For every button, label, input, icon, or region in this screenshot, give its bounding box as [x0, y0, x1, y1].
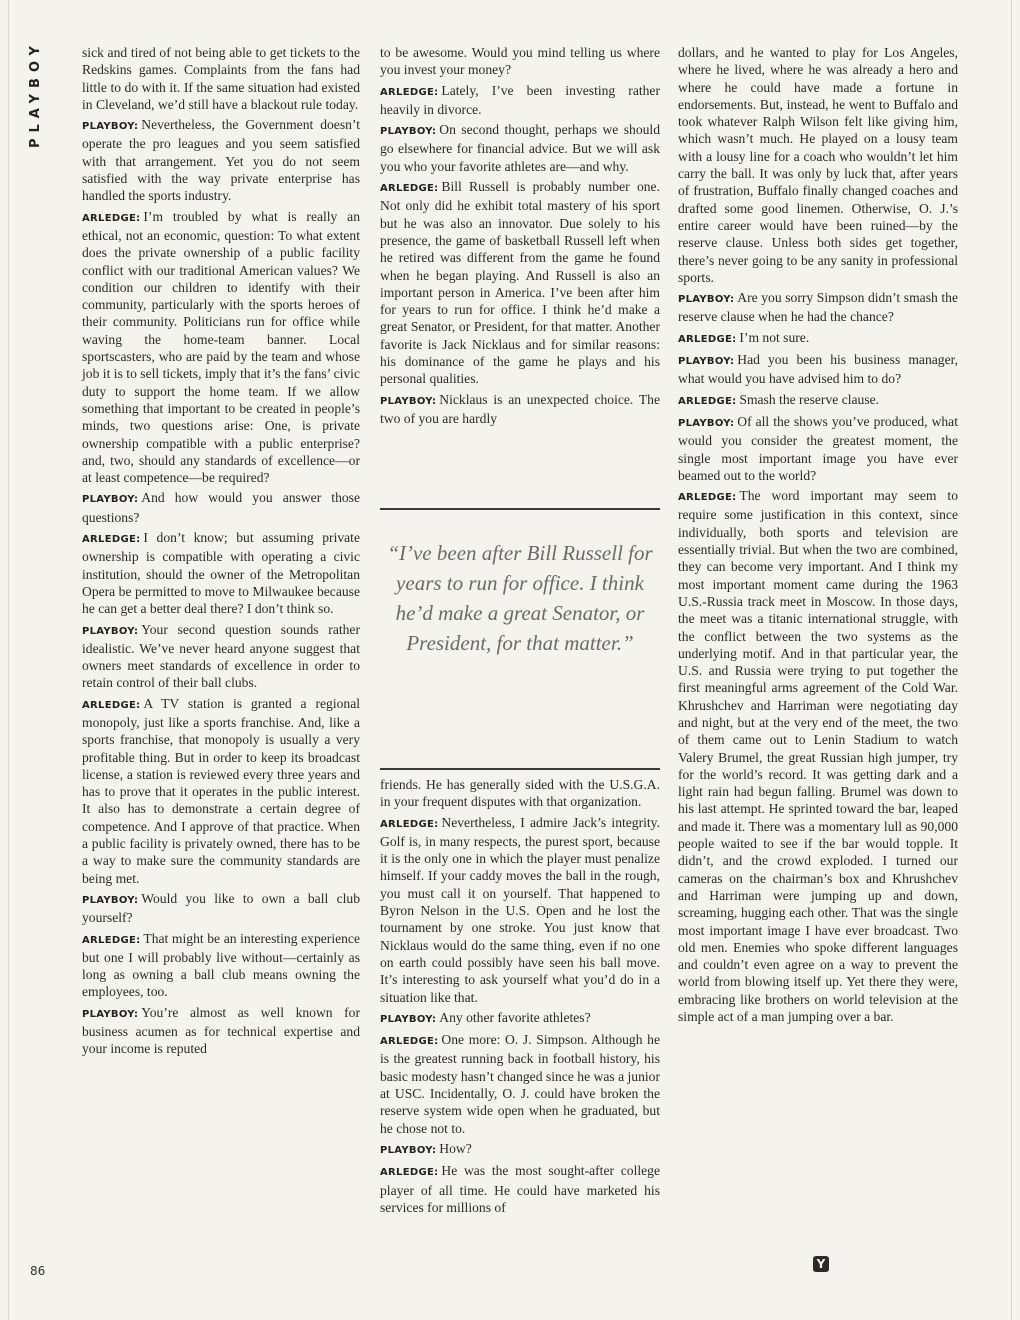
interview-paragraph: [380, 82, 660, 119]
pull-quote-bottom-rule: [380, 768, 660, 770]
continued-paragraph: [82, 44, 360, 113]
interview-paragraph: [380, 391, 660, 428]
column-2-top: [380, 44, 660, 430]
speaker-label: PLAYBOY:: [380, 126, 437, 138]
speaker-label: ARLEDGE:: [380, 183, 439, 195]
speaker-label: PLAYBOY:: [678, 417, 735, 429]
interview-paragraph: [82, 930, 360, 1001]
paragraph-text: That might be an interesting experience but one I will probably live without—certainly as long as owning a ball club means owning the employees, too.: [82, 930, 360, 1000]
interview-paragraph: [380, 121, 660, 175]
paragraph-text: dollars, and he wanted to play for Los Angeles, where he lived, where he was already a hero and where he could have made a fortune in endorsements. But, instead, he went to Buffalo and took whatever Ralph Wilson felt like giving him, which wasn’t much. He played on a lousy team with a lousy line for a coach who wouldn’t let him carry the ball. It was only by luck that, after years of frustration, Buffalo finally changed coaches and drafted some good linemen. Otherwise, O. J.’s entire career would have been ruined—by the reserve clause. Unless both sides get together, there’s never going to be any sanity in professional sports.: [678, 45, 958, 285]
paragraph-text: Would you like to own a ball club yourself?: [82, 890, 360, 926]
speaker-label: ARLEDGE:: [678, 333, 737, 345]
speaker-label: PLAYBOY:: [380, 395, 437, 407]
paragraph-text: He was the most sought-after college player of all time. He could have marketed his services for millions of: [380, 1163, 660, 1215]
speaker-label: PLAYBOY:: [82, 1008, 139, 1020]
interview-paragraph: [380, 1031, 660, 1137]
paragraph-text: Of all the shows you’ve produced, what would you consider the greatest moment, the single most important image you have ever beamed out to the world?: [678, 413, 958, 483]
paragraph-text: One more: O. J. Simpson. Although he is the greatest running back in football history, his basic modesty hasn’t changed since he was a junior at USC. Incidentally, O. J. could have broken the reserve system wide open when he graduated, but he chose not to.: [380, 1032, 660, 1136]
paragraph-text: On second thought, perhaps we should go elsewhere for financial advice. But we will ask you who your favorite athletes are—and why.: [380, 122, 660, 174]
column-3: [678, 44, 958, 1028]
speaker-label: PLAYBOY:: [678, 294, 735, 306]
continued-paragraph: [678, 44, 958, 286]
paragraph-text: Nicklaus is an unexpected choice. The two of you are hardly: [380, 391, 660, 426]
interview-paragraph: [678, 413, 958, 484]
interview-paragraph: [82, 529, 360, 617]
interview-paragraph: [82, 1004, 360, 1058]
paragraph-text: How?: [439, 1140, 472, 1156]
speaker-label: ARLEDGE:: [380, 1167, 439, 1179]
speaker-label: PLAYBOY:: [380, 1013, 437, 1025]
interview-paragraph: [678, 391, 958, 410]
paragraph-text: I’m troubled by what is really an ethical, not an economic, question: To what extent does the private ownership of a public facility conflict with our traditional American values? We condition our children to identify with their community, particularly with the sports heroes of their community. Politicians run for office while waving the home-team banner. Local sportscasters, who are paid by the team and whose job it is to sell tickets, imply that it’s the fans’ civic duty to support the home team. If we allow something that important to be created in people’s minds, two questions arise: One, is private ownership compatible with a public enterprise? and, two, should any standards of excellence—or at least competence—be required?: [82, 208, 360, 486]
interview-paragraph: [82, 489, 360, 526]
speaker-label: ARLEDGE:: [82, 212, 141, 224]
interview-paragraph: [380, 178, 660, 388]
paragraph-text: Bill Russell is probably number one. Not only did he exhibit total mastery of his sport but he was also an innovator. Due solely to his presence, the game of basketball Russell left when he retired was different from the game he found when he began playing. And Russell is also an important person in America. I’ve been after him for years to run for office. I think he’d make a great Senator, or President, for that matter. Another favorite is Jack Nicklaus and for similar reasons: his dominance of the game he plays and his personal qualities.: [380, 179, 660, 387]
speaker-label: PLAYBOY:: [380, 1144, 437, 1156]
speaker-label: PLAYBOY:: [82, 121, 139, 133]
speaker-label: ARLEDGE:: [82, 534, 141, 546]
paragraph-text: Any other favorite athletes?: [439, 1009, 591, 1025]
pull-quote: [380, 508, 660, 770]
column-2-bottom: [380, 776, 660, 1219]
paragraph-text: Nevertheless, I admire Jack’s integrity. Golf is, in many respects, the purest sport, because it is the only one in which the player must penalize himself. If your caddy moves the ball in the rough, you must call it on yourself. That happened to Byron Nelson in the U.S. Open and he lost the tournament by one stroke. You just know that Nicklaus would do the same thing, even if no one on earth could possibly have seen his ball move. It’s interesting to ask yourself what you’d do in a situation like that.: [380, 814, 660, 1005]
column-1: [82, 44, 360, 1061]
paragraph-text: Are you sorry Simpson didn’t smash the reserve clause when he had the chance?: [678, 290, 958, 325]
interview-paragraph: [678, 351, 958, 388]
interview-paragraph: [82, 116, 360, 204]
page-number: 86: [30, 1264, 46, 1278]
speaker-label: ARLEDGE:: [82, 934, 141, 946]
paragraph-text: You’re almost as well known for business acumen as for technical expertise and your income is reputed: [82, 1004, 360, 1057]
paragraph-text: The word important may seem to require some justification in this context, since individually, both sports and television are essentially trivial. But when the two are combined, they can become very important. And I think my most important moment came during the 1963 U.S.-Russia track meet in Moscow. In those days, the meet was a titanic international struggle, with the conflict between the two systems as the underlying motif. And in that particular year, the U.S. and Russia were trying to put together the first meaningful arms agreement of the Cold War. Khrushchev and Harriman were negotiating day and night, but at the very end of the meet, the two of them came out to Lenin Stadium to watch Valery Brumel, the great Russian high jumper, try for the world’s record. It was getting dark and a light rain had begun falling. Brumel was down to his last attempt. He sprinted toward the bar, leaped and made it. There was a momentary lull as 90,000 people waited to see if the bar would topple. It didn’t, and the crowd exploded. I turned our cameras on the chairman’s box and Khrushchev and Harriman were jumping up and down, screaming, hugging each other. That was the single most important image I have ever broadcast. Two old men. Enemies who spoke different languages and couldn’t even agree on a way to prevent the world from blowing itself up. Yet there they were, embracing like brothers on world television at the simple act of a man jumping over a bar.: [678, 488, 958, 1025]
pull-quote-top-rule: [380, 508, 660, 510]
paragraph-text: friends. He has generally sided with the U.S.G.A. in your frequent disputes with that organization.: [380, 777, 660, 810]
speaker-label: PLAYBOY:: [82, 625, 139, 637]
interview-paragraph: [380, 814, 660, 1006]
bunny-end-mark-icon: Y: [813, 1256, 829, 1272]
paragraph-text: Your second question sounds rather idealistic. We’ve never heard anyone suggest that owners meet standards of excellence in order to retain control of their ball clubs.: [82, 621, 360, 691]
paragraph-text: I’m not sure.: [739, 329, 810, 345]
paragraph-text: to be awesome. Would you mind telling us where you invest your money?: [380, 45, 660, 78]
speaker-label: PLAYBOY:: [82, 494, 139, 506]
speaker-label: ARLEDGE:: [380, 1036, 439, 1048]
interview-paragraph: [678, 487, 958, 1025]
interview-paragraph: [82, 621, 360, 692]
speaker-label: ARLEDGE:: [380, 86, 439, 98]
paragraph-text: Smash the reserve clause.: [739, 391, 880, 407]
interview-paragraph: [82, 695, 360, 887]
pull-quote-text: “I’ve been after Bill Russell for years to run for office. I think he’d make a great Senator, or President, for that matter.”: [387, 541, 653, 655]
speaker-label: ARLEDGE:: [678, 395, 737, 407]
interview-paragraph: [380, 1140, 660, 1159]
interview-paragraph: [82, 208, 360, 487]
paragraph-text: Lately, I’ve been investing rather heavily in divorce.: [380, 82, 660, 117]
interview-paragraph: [82, 890, 360, 927]
interview-paragraph: [678, 329, 958, 348]
paragraph-text: Had you been his business manager, what would you have advised him to do?: [678, 352, 958, 387]
continued-paragraph: [380, 44, 660, 79]
speaker-label: ARLEDGE:: [678, 492, 737, 504]
paragraph-text: sick and tired of not being able to get tickets to the Redskins games. Complaints from the fans had little to do with it. If the same situation had existed in Cleveland, we’d still have a blackout rule today.: [82, 45, 360, 112]
speaker-label: ARLEDGE:: [380, 818, 439, 830]
paragraph-text: A TV station is granted a regional monopoly, just like a sports franchise. And, like a sports franchise, that monopoly is usually a very profitable thing. But in order to keep its broadcast license, a station is reviewed every three years and has to prove that it operates in the public interest. It also has to demonstrate a certain degree of competence. And I approve of that practice. When a public facility is privately owned, there has to be a way to make sure the community standards are being met.: [82, 695, 360, 886]
interview-paragraph: [380, 1162, 660, 1216]
speaker-label: PLAYBOY:: [678, 356, 735, 368]
interview-paragraph: [678, 289, 958, 326]
masthead: PLAYBOY: [28, 40, 43, 148]
paragraph-text: Nevertheless, the Government doesn’t operate the pro leagues and you seem satisfied with that arrangement. Yet you do not seem satisfied with the way private enterprise has handled the sports industry.: [82, 117, 360, 204]
paragraph-text: I don’t know; but assuming private ownership is compatible with operating a civic institution, should the owner of the Metropolitan Opera be permitted to move to Milwaukee because he can get a better deal there? I don’t think so.: [82, 530, 360, 617]
interview-paragraph: [380, 1009, 660, 1028]
speaker-label: PLAYBOY:: [82, 894, 139, 906]
speaker-label: ARLEDGE:: [82, 699, 141, 711]
paragraph-text: And how would you answer those questions?: [82, 490, 360, 525]
continued-paragraph: [380, 776, 660, 811]
